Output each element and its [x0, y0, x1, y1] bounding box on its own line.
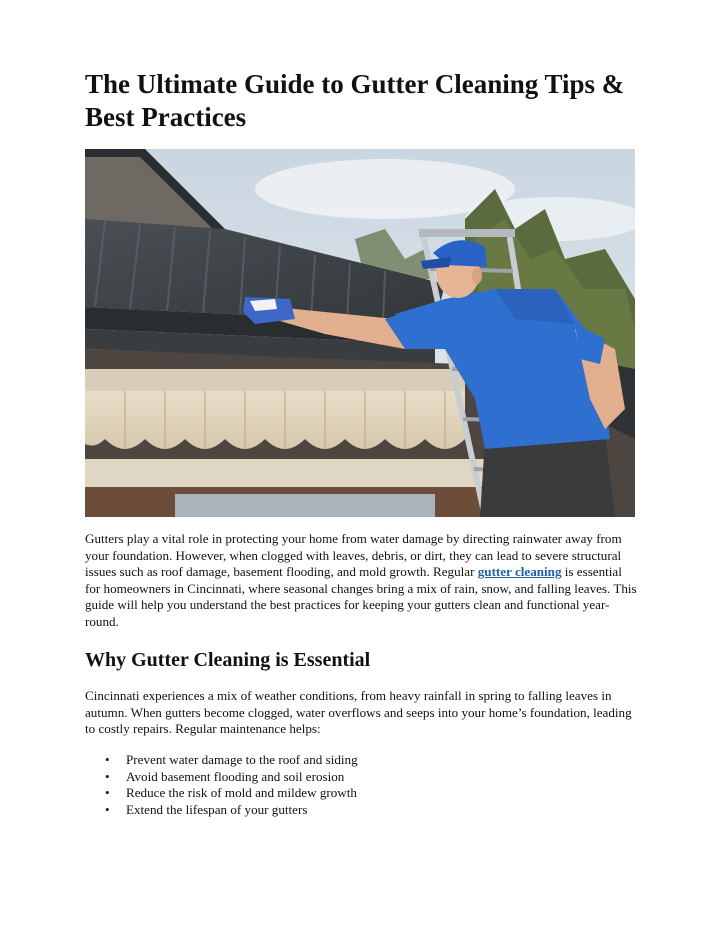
- list-item: [85, 785, 605, 802]
- list-item-text: Prevent water damage to the roof and siding: [126, 752, 358, 767]
- bullet-icon: •: [105, 768, 110, 784]
- list-item: [85, 802, 605, 819]
- list-item-text: Extend the lifespan of your gutters: [126, 801, 308, 817]
- hero-image: [85, 149, 635, 517]
- benefits-list: [85, 752, 605, 818]
- gutter-cleaning-link[interactable]: gutter cleaning: [477, 564, 562, 580]
- intro-text-start: Gutters play a vital role in protecting your home from water damage by directing rainwater away from your foundation. However, when clogged with leaves, debris, or dirt, they can lead to severe structural issues such as roof damage, basement flooding, and mold growth. Regular: [85, 531, 622, 580]
- page-title: The Ultimate Guide to Gutter Cleaning Tips & Best Practices: [85, 69, 625, 132]
- section-heading: Why Gutter Cleaning is Essential: [85, 649, 371, 671]
- section-paragraph: Cincinnati experiences a mix of weather conditions, from heavy rainfall in spring to falling leaves in autumn. When gutters become clogged, water overflows and seeps into your home’s foundation, leading to costly repairs. Regular maintenance helps:: [85, 688, 632, 737]
- bullet-icon: •: [105, 801, 110, 817]
- list-item: [85, 752, 605, 769]
- intro-text-end: is essential for homeowners in Cincinnati, where seasonal changes bring a mix of rain, snow, and falling leaves. This guide will help you understand the best practices for keeping your gutters clean and functional year-round.: [85, 564, 637, 629]
- bullet-icon: •: [105, 785, 110, 801]
- list-item-text: Avoid basement flooding and soil erosion: [126, 768, 345, 784]
- list-item: [85, 769, 605, 786]
- intro-paragraph: [85, 531, 640, 631]
- bullet-icon: •: [105, 752, 110, 767]
- list-item-text: Reduce the risk of mold and mildew growth: [126, 785, 357, 801]
